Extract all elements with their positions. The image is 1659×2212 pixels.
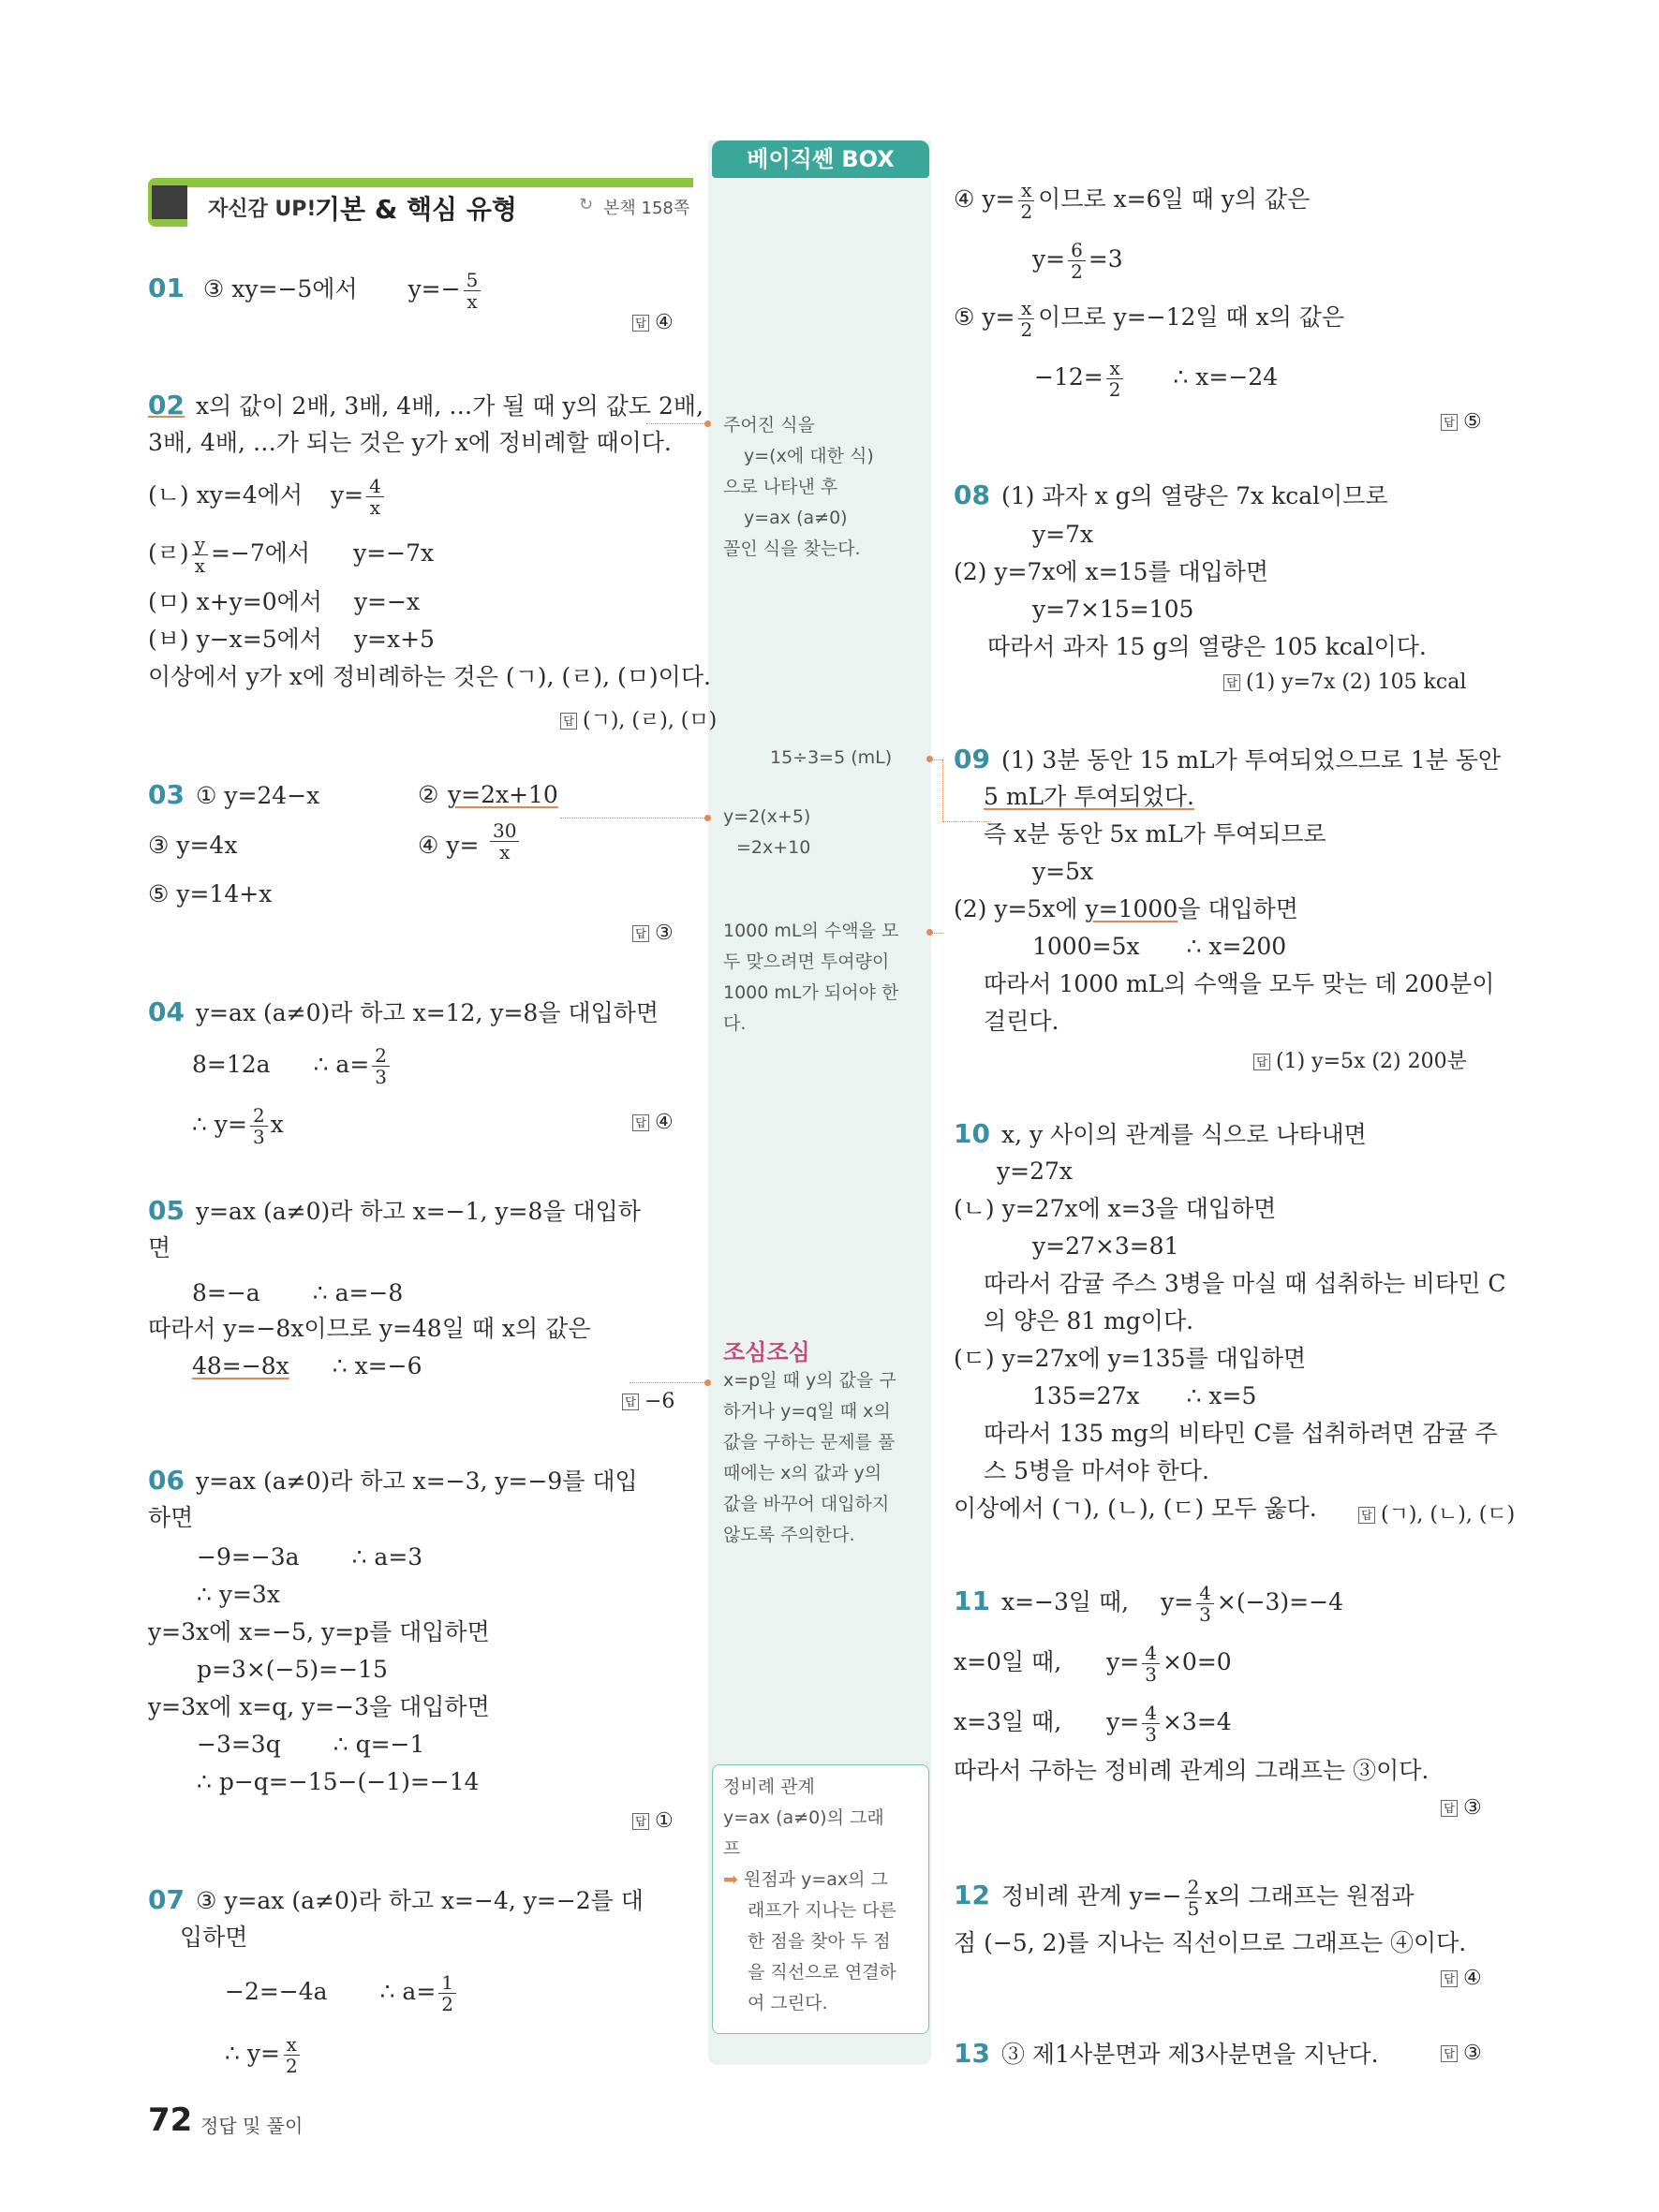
header-ref: 본책 158쪽 (603, 199, 690, 218)
item-02-line2: 3배, 4배, …가 되는 것은 y가 x에 정비례할 때이다. (148, 429, 672, 456)
fraction: $\frac{1}{2}$ (438, 1972, 456, 2014)
item-05-line3: 8=−a ∴ a=−8 (192, 1279, 404, 1306)
fraction: $\frac{x}{2}$ (283, 2034, 301, 2076)
fraction: $\frac{30}{x}$ (490, 820, 519, 863)
note-5: x=p일 때 y의 값을 구 하거나 y=q일 때 x의 값을 구하는 문제를 풀 때에는 x의 값과 y의 값을 바꾸어 대입하지 않도록 주의한다. (723, 1370, 896, 1545)
item-02-line1: 02 x의 값이 2배, 3배, 4배, …가 될 때 y의 값도 2배, (148, 390, 704, 420)
header-green-bar (148, 178, 693, 187)
note-2: 15÷3=5 (mL) (770, 747, 893, 768)
page-number: 72 (148, 2101, 193, 2139)
answer-mark-icon: 답 (1441, 1800, 1458, 1817)
item-09-line7: 따라서 1000 mL의 수액을 모두 맞는 데 200분이 (984, 970, 1495, 997)
item-07-right-line4: −12= $\frac{x}{2}$ ∴ x=−24 (1034, 357, 1279, 401)
answer-09: 답 (1) y=5x (2) 200분 (1253, 1045, 1467, 1074)
answer-03: 답 ③ (632, 922, 674, 945)
problem-number-07: 07 (148, 1884, 185, 1915)
item-10-line2: y=27x (997, 1158, 1073, 1185)
answer-mark-icon: 답 (632, 1813, 649, 1830)
problem-number-02: 02 (148, 390, 185, 420)
item-10-line8: 135=27x ∴ x=5 (1032, 1382, 1257, 1409)
problem-number-08: 08 (954, 479, 990, 510)
item-11-line2: x=0일 때, y= $\frac{4}{3}$ ×0=0 (954, 1642, 1232, 1686)
item-12-line2: 점 (−5, 2)를 지나는 직선이므로 그래프는 ④이다. (954, 1929, 1467, 1956)
problem-number-13: 13 (954, 2038, 990, 2069)
item-12-line1: 12 정비례 관계 y=− $\frac{2}{5}$ x의 그래프는 원점과 (954, 1876, 1415, 1920)
problem-number-10: 10 (954, 1118, 990, 1149)
answer-04: 답 ④ (632, 1111, 674, 1134)
item-04-line1: 04 y=ax (a≠0)라 하고 x=12, y=8을 대입하면 (148, 996, 659, 1027)
item-07-right-line1: ④ y= $\frac{x}{2}$ 이므로 x=6일 때 y의 값은 (954, 179, 1311, 223)
fraction: $\frac{6}{2}$ (1068, 240, 1086, 282)
fraction: $\frac{4}{x}$ (366, 476, 384, 518)
item-04-line2: 8=12a ∴ a= $\frac{2}{3}$ (192, 1045, 393, 1087)
item-09-line4: y=5x (1032, 858, 1094, 885)
item-10-line6: 의 양은 81 mg이다. (984, 1307, 1194, 1335)
fraction: $\frac{2}{3}$ (250, 1105, 268, 1147)
item-06-line8: −3=3q ∴ q=−1 (197, 1731, 425, 1758)
answer-01: 답 ④ (632, 311, 674, 334)
connector-line (931, 759, 942, 760)
item-10-line9: 따라서 135 mg의 비타민 C를 섭취하려면 감귤 주 (984, 1420, 1498, 1447)
item-10-line4: y=27×3=81 (1032, 1232, 1179, 1260)
problem-number-09: 09 (954, 744, 990, 774)
connector-line (630, 1382, 708, 1383)
item-10-line7: (ㄷ) y=27x에 y=135를 대입하면 (954, 1345, 1307, 1372)
arrow-icon: ➡ (723, 1869, 738, 1890)
answer-11: 답 ③ (1441, 1796, 1482, 1820)
answer-mark-icon: 답 (1441, 414, 1458, 431)
item-07-line4: ∴ y= $\frac{x}{2}$ (225, 2034, 304, 2076)
item-04-line3: ∴ y= $\frac{2}{3}$ x (192, 1104, 284, 1148)
answer-mark-icon: 답 (1253, 1054, 1270, 1070)
item-03-line1: 03 ① y=24−x ② y=2x+10 (148, 779, 558, 810)
item-09-line2: 5 mL가 투여되었다. (984, 783, 1194, 810)
item-06-line9: ∴ p−q=−15−(−1)=−14 (197, 1768, 480, 1795)
item-09-line8: 걸린다. (984, 1008, 1059, 1035)
fraction: $\frac{y}{x}$ (192, 534, 208, 576)
item-06-line1: 06 y=ax (a≠0)라 하고 x=−3, y=−9를 대입 (148, 1465, 638, 1496)
item-02-line3: (ㄴ) xy=4에서 y= $\frac{4}{x}$ (148, 476, 387, 518)
problem-number-04: 04 (148, 996, 185, 1027)
fraction: $\frac{4}{3}$ (1196, 1583, 1214, 1625)
item-09-line3: 즉 x분 동안 5x mL가 투여되므로 (984, 820, 1326, 848)
answer-mark-icon: 답 (632, 925, 649, 942)
header-left-inner (152, 185, 187, 219)
fraction: $\frac{2}{5}$ (1185, 1877, 1203, 1919)
problem-number-06: 06 (148, 1465, 185, 1496)
header-badge: 자신감 UP! (208, 198, 317, 221)
item-10-line3: (ㄴ) y=27x에 x=3을 대입하면 (954, 1195, 1277, 1222)
item-07-line3: −2=−4a ∴ a= $\frac{1}{2}$ (225, 1972, 459, 2014)
item-05-line4: 따라서 y=−8x이므로 y=48일 때 x의 값은 (148, 1315, 591, 1342)
item-02-line6: (ㅂ) y−x=5에서 y=x+5 (148, 626, 435, 653)
fraction: $\frac{x}{2}$ (1017, 180, 1035, 222)
problem-number-12: 12 (954, 1880, 990, 1910)
answer-mark-icon: 답 (1223, 674, 1240, 691)
item-10-line11: 이상에서 (ㄱ), (ㄴ), (ㄷ) 모두 옳다. (954, 1495, 1317, 1522)
answer-07: 답 ⑤ (1441, 410, 1482, 434)
note-3: y=2(x+5) =2x+10 (723, 806, 811, 858)
item-02-line7: 이상에서 y가 x에 정비례하는 것은 (ㄱ), (ㄹ), (ㅁ)이다. (148, 663, 711, 690)
fraction: $\frac{4}{3}$ (1142, 1703, 1160, 1745)
answer-06: 답 ① (632, 1809, 674, 1833)
answer-mark-icon: 답 (560, 713, 577, 730)
answer-mark-icon: 답 (632, 315, 649, 332)
note-4: 1000 mL의 수액을 모 두 맞으려면 투여량이 1000 mL가 되어야 한 다. (723, 921, 899, 1034)
connector-dot (704, 815, 711, 821)
item-02-line4: (ㄹ) $\frac{y}{x}$ =−7에서 y=−7x (148, 533, 435, 577)
item-06-line6: p=3×(−5)=−15 (197, 1656, 388, 1683)
section-header (148, 178, 693, 227)
answer-mark-icon: 답 (632, 1114, 649, 1131)
caution-title: 조심조심 (723, 1339, 810, 1365)
item-10-line10: 스 5병을 마셔야 한다. (984, 1457, 1209, 1484)
connector-dot (704, 420, 711, 427)
problem-number-01: 01 (148, 273, 185, 303)
item-02-line5: (ㅁ) x+y=0에서 y=−x (148, 588, 421, 615)
item-11-line1: 11 x=−3일 때, y= $\frac{4}{3}$ ×(−3)=−4 (954, 1582, 1343, 1626)
item-05-line2: 면 (148, 1234, 171, 1261)
item-07-line2: 입하면 (180, 1924, 248, 1951)
concept-box-title: 정비례 관계 (723, 1777, 815, 1797)
fraction: $\frac{2}{3}$ (372, 1045, 390, 1087)
item-08-line3: (2) y=7x에 x=15를 대입하면 (954, 558, 1269, 585)
answer-mark-icon: 답 (1358, 1507, 1375, 1524)
item-07-line1: 07 ③ y=ax (a≠0)라 하고 x=−4, y=−2를 대 (148, 1884, 644, 1915)
item-08-line1: 08 (1) 과자 x g의 열량은 7x kcal이므로 (954, 479, 1388, 510)
item-06-line5: y=3x에 x=−5, y=p를 대입하면 (148, 1618, 490, 1645)
item-08-line4: y=7×15=105 (1032, 596, 1194, 623)
item-06-line3: −9=−3a ∴ a=3 (197, 1543, 423, 1571)
answer-05: 답 −6 (622, 1390, 674, 1413)
box-tab (712, 140, 929, 178)
problem-number-11: 11 (954, 1585, 990, 1616)
item-05-line1: 05 y=ax (a≠0)라 하고 x=−1, y=8을 대입하 (148, 1195, 641, 1226)
concept-box-content: 정비례 관계 y=ax (a≠0)의 그래 프 ➡ 원점과 y=ax의 그 래프가 지나는 다른 한 점을 찾아 두 점 을 직선으로 연결하 여 그린다. (723, 1772, 896, 2019)
fraction: $\frac{x}{2}$ (1017, 298, 1035, 340)
item-09-line1: 09 (1) 3분 동안 15 mL가 투여되었으므로 1분 동안 (954, 744, 1502, 774)
answer-08: 답 (1) y=7x (2) 105 kcal (1223, 671, 1466, 694)
item-07-right-line3: ⑤ y= $\frac{x}{2}$ 이므로 y=−12일 때 x의 값은 (954, 297, 1345, 341)
header-title: 기본 & 핵심 유형 (315, 194, 517, 225)
item-06-line4: ∴ y=3x (197, 1581, 280, 1608)
fraction: $\frac{5}{x}$ (464, 270, 481, 312)
note-1: 주어진 식을 y=(x에 대한 식) 으로 나타낸 후 y=ax (a≠0) 꼴인 식을 찾는다. (723, 415, 874, 559)
item-11-line4: 따라서 구하는 정비례 관계의 그래프는 ③이다. (954, 1757, 1429, 1784)
connector-line (942, 759, 943, 821)
connector-dot (704, 1379, 711, 1386)
item-09-line6: 1000=5x ∴ x=200 (1032, 933, 1287, 960)
item-06-line7: y=3x에 x=q, y=−3을 대입하면 (148, 1693, 490, 1720)
answer-mark-icon: 답 (1441, 1970, 1458, 1987)
item-11-line3: x=3일 때, y= $\frac{4}{3}$ ×3=4 (954, 1702, 1232, 1746)
answer-mark-icon: 답 (1441, 2045, 1458, 2062)
problem-number-05: 05 (148, 1195, 185, 1226)
box-tab-label: 베이직쎈 BOX (747, 146, 895, 172)
item-05-line5: 48=−8x ∴ x=−6 (192, 1352, 422, 1379)
fraction: $\frac{x}{2}$ (1106, 358, 1124, 400)
item-07-right-line2: y= $\frac{6}{2}$ =3 (1032, 239, 1123, 283)
item-03-line3: ⑤ y=14+x (148, 880, 273, 907)
fraction: $\frac{4}{3}$ (1142, 1643, 1160, 1685)
item-10-line5: 따라서 감귤 주스 3병을 마실 때 섭취하는 비타민 C (984, 1270, 1506, 1297)
connector-line (646, 423, 708, 424)
footer-label: 정답 및 풀이 (200, 2115, 304, 2137)
item-13: 13 ③ 제1사분면과 제3사분면을 지난다. (954, 2038, 1379, 2069)
item-10-line1: 10 x, y 사이의 관계를 식으로 나타내면 (954, 1118, 1367, 1149)
item-08-line5: 따라서 과자 15 g의 열량은 105 kcal이다. (987, 633, 1427, 660)
item-08-line2: y=7x (1032, 521, 1094, 548)
answer-02: 답 (ㄱ), (ㄹ), (ㅁ) (560, 704, 717, 733)
item-06-line2: 하면 (148, 1504, 194, 1531)
connector-line (931, 933, 944, 934)
answer-10: 답 (ㄱ), (ㄴ), (ㄷ) (1358, 1498, 1515, 1527)
answer-mark-icon: 답 (622, 1394, 639, 1410)
refresh-icon: ↻ (579, 195, 594, 214)
problem-number-03: 03 (148, 779, 185, 810)
item-03-line2: ③ y=4x ④ y= $\frac{30}{x}$ (148, 830, 237, 862)
item-09-line5: (2) y=5x에 y=1000을 대입하면 (954, 895, 1298, 922)
answer-13: 답 ③ (1441, 2042, 1482, 2065)
item-01: 01 ③ xy=−5에서 y=− $\frac{5}{x}$ (148, 270, 483, 312)
answer-12: 답 ④ (1441, 1967, 1482, 1990)
